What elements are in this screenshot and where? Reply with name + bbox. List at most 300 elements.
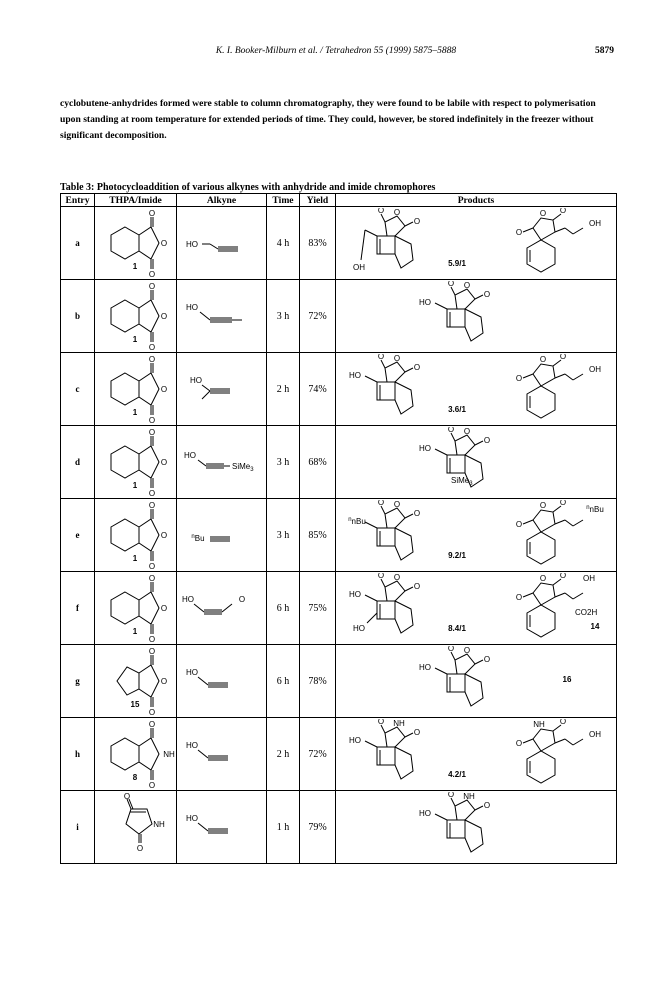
substituent-bond xyxy=(365,376,377,382)
yield-cell: 85% xyxy=(300,499,336,572)
carbonyl-bond xyxy=(405,222,413,226)
oxygen-label: O xyxy=(413,582,421,591)
cyclohexene-ring xyxy=(111,373,139,405)
carbonyl-bond xyxy=(405,587,413,591)
isomer-ratio: 9.2/1 xyxy=(448,551,466,560)
alkyne-structure xyxy=(182,595,245,614)
oxygen-label: O xyxy=(515,228,523,237)
product-structures xyxy=(419,646,572,706)
anhydride-bridge xyxy=(385,362,405,382)
oxygen-label: O xyxy=(377,573,385,580)
carbonyl-bond xyxy=(523,739,533,743)
spiro-ring xyxy=(533,364,555,386)
oxygen-label: O xyxy=(148,635,156,644)
side-chain-bond xyxy=(555,520,565,524)
running-title: K. I. Booker-Milburn et al. / Tetrahedron 55 (1999) 5875–5888 xyxy=(215,46,457,56)
hydroxyl-label: HO xyxy=(189,376,202,385)
anhydride-ring xyxy=(139,300,159,332)
alkyne-cell xyxy=(177,207,267,280)
cyclohexene-ring xyxy=(111,446,139,478)
time-cell: 2 h xyxy=(267,718,300,791)
reagent-drawing xyxy=(95,353,177,425)
oxygen-label: O xyxy=(377,719,385,726)
imide-ring xyxy=(126,809,152,834)
oxygen-label: O xyxy=(447,792,455,799)
products-drawing xyxy=(337,719,615,789)
products-drawing xyxy=(337,646,615,716)
hydroxyl-label: HO xyxy=(183,451,196,460)
products-cell xyxy=(336,353,617,426)
table-row xyxy=(61,791,617,864)
carbonyl-bond xyxy=(405,368,413,372)
carbonyl-bond xyxy=(523,228,533,232)
bond xyxy=(210,244,218,249)
oxygen-label: O xyxy=(515,520,523,529)
nh-label: NH xyxy=(153,820,165,829)
yield-cell: 74% xyxy=(300,353,336,426)
hydroxyl-label: HO xyxy=(185,668,198,677)
spiro-ring xyxy=(533,218,555,240)
oxygen-label: O xyxy=(463,281,471,290)
spiro-ring xyxy=(533,583,555,605)
table-caption: Table 3: Photocycloaddition of various alkynes with anhydride and imide chromophores xyxy=(60,182,436,193)
bond xyxy=(198,677,208,685)
reagent-structure xyxy=(111,282,167,352)
time-cell: 3 h xyxy=(267,280,300,353)
carbonyl-bond xyxy=(475,660,483,664)
alkyne-drawing xyxy=(178,578,266,638)
oxygen-label: O xyxy=(160,312,168,321)
entry-cell: i xyxy=(61,791,95,864)
cyclopentane-ring xyxy=(465,674,483,706)
time-cell: 2 h xyxy=(267,353,300,426)
oxygen-label: O xyxy=(393,354,401,363)
table-row xyxy=(61,280,617,353)
yield-cell: 78% xyxy=(300,645,336,718)
isomer-ratio: 8.4/1 xyxy=(448,624,466,633)
bond xyxy=(198,750,208,758)
substituent-bond xyxy=(365,522,377,528)
oxygen-label: O xyxy=(559,208,567,215)
oxygen-label: O xyxy=(413,509,421,518)
nh-label: NH xyxy=(393,719,405,728)
reagent-drawing xyxy=(95,645,177,717)
carboxyl-label: CO2H xyxy=(575,608,598,617)
anhydride-bridge xyxy=(455,800,475,820)
cyclopentane-ring xyxy=(395,747,413,779)
alkyne-structure xyxy=(186,741,228,760)
alkyne-structure xyxy=(184,451,254,473)
products-cell xyxy=(336,791,617,864)
reagent-structure xyxy=(111,501,167,571)
alkyne-cell xyxy=(177,426,267,499)
nh-label: NH xyxy=(163,750,175,759)
substituent-bond xyxy=(435,814,447,820)
anhydride-bridge xyxy=(385,581,405,601)
time-cell: 4 h xyxy=(267,207,300,280)
carbonyl-bond xyxy=(451,433,455,441)
reagent-structure xyxy=(111,574,167,644)
alkyne-drawing xyxy=(178,432,266,492)
compound-number: 15 xyxy=(130,700,140,709)
oxygen-label: O xyxy=(559,500,567,507)
table-row xyxy=(61,499,617,572)
header-entry: Entry xyxy=(61,194,95,207)
oxygen-label: O xyxy=(377,500,385,507)
reagent-cell xyxy=(95,791,177,864)
table-row xyxy=(61,207,617,280)
cyclohexene-ring xyxy=(527,605,555,637)
alkyne-structure xyxy=(186,814,228,833)
bond xyxy=(202,391,210,399)
yield-cell: 75% xyxy=(300,572,336,645)
butyl-label: $^n$Bu xyxy=(190,534,205,543)
time-cell: 3 h xyxy=(267,499,300,572)
side-chain-bond xyxy=(555,228,565,232)
hydroxyl-label: HO xyxy=(185,741,198,750)
cyclohexene-ring xyxy=(111,738,139,770)
reagent-drawing xyxy=(95,426,177,498)
reagent-cell xyxy=(95,718,177,791)
side-chain-bond xyxy=(555,593,565,597)
oxygen-label: O xyxy=(148,416,156,425)
side-chain-bond xyxy=(573,520,583,526)
side-chain-bond xyxy=(573,228,583,234)
reagent-structure xyxy=(111,355,167,425)
compound-number: 16 xyxy=(562,675,572,684)
carbonyl-bond xyxy=(451,798,455,806)
oxygen-label: O xyxy=(160,531,168,540)
cyclohexene-ring xyxy=(111,519,139,551)
running-header xyxy=(0,46,672,60)
anhydride-ring xyxy=(139,373,159,405)
oxygen-label: O xyxy=(559,354,567,361)
side-chain-bond xyxy=(555,739,565,743)
oxygen-label: O xyxy=(136,844,144,853)
oxygen-label: O xyxy=(515,374,523,383)
oxygen-label: O xyxy=(238,595,245,604)
alkyne-cell xyxy=(177,353,267,426)
table-row xyxy=(61,645,617,718)
substituent-label: HO xyxy=(419,444,431,453)
substituent-bond xyxy=(361,230,365,260)
compound-number: 1 xyxy=(132,554,138,563)
oxygen-label: O xyxy=(539,501,547,510)
compound-number: 1 xyxy=(132,335,138,344)
anhydride-bridge xyxy=(385,508,405,528)
anhydride-bridge xyxy=(455,435,475,455)
substituent-label: OH xyxy=(583,574,595,583)
products-cell xyxy=(336,645,617,718)
substituent-bond xyxy=(365,741,377,747)
cyclohexene-ring xyxy=(111,227,139,259)
oxygen-label: O xyxy=(148,647,156,656)
anhydride-ring xyxy=(139,227,159,259)
bond xyxy=(198,460,206,466)
yield-cell: 83% xyxy=(300,207,336,280)
product-structures xyxy=(419,792,490,852)
oxygen-label: O xyxy=(447,281,455,288)
yield-cell: 79% xyxy=(300,791,336,864)
hydroxyl-label: HO xyxy=(185,303,198,312)
nh-label: NH xyxy=(533,720,545,729)
hydroxyl-label: HO xyxy=(185,814,198,823)
oxygen-label: O xyxy=(148,343,156,352)
products-cell xyxy=(336,426,617,499)
alkyne-cell xyxy=(177,718,267,791)
anhydride-bridge xyxy=(385,727,405,747)
alkyne-cell xyxy=(177,791,267,864)
oxygen-label: O xyxy=(515,593,523,602)
alkyne-drawing xyxy=(178,505,266,565)
product-structures xyxy=(349,719,601,783)
carbonyl-bond xyxy=(405,733,413,737)
side-chain-bond xyxy=(555,374,565,378)
carbonyl-bond xyxy=(451,287,455,295)
carbonyl-bond xyxy=(475,441,483,445)
oxygen-label: O xyxy=(160,239,168,248)
yield-cell: 72% xyxy=(300,718,336,791)
oxygen-label: O xyxy=(160,604,168,613)
bond xyxy=(198,823,208,831)
isomer-ratio: 4.2/1 xyxy=(448,770,466,779)
bond xyxy=(202,385,210,391)
oxygen-label: O xyxy=(148,270,156,279)
reagent-drawing xyxy=(95,280,177,352)
carbonyl-bond xyxy=(381,579,385,587)
alkyne-cell xyxy=(177,280,267,353)
product-structures xyxy=(419,427,490,487)
cyclohexene-ring xyxy=(527,386,555,418)
reagent-structure xyxy=(111,720,175,790)
cyclohexene-ring xyxy=(527,751,555,783)
cyclopentane-ring xyxy=(395,601,413,633)
side-chain-bond xyxy=(565,520,573,526)
cyclopentane-ring xyxy=(395,528,413,560)
oxygen-label: O xyxy=(447,646,455,653)
oxygen-label: O xyxy=(559,719,567,726)
entry-cell: e xyxy=(61,499,95,572)
bond xyxy=(200,312,210,320)
side-chain-bond xyxy=(573,739,583,745)
table-header-row xyxy=(61,194,617,207)
carbonyl-bond xyxy=(381,506,385,514)
bond xyxy=(222,604,232,612)
isomer-ratio: 3.6/1 xyxy=(448,405,466,414)
oxygen-label: O xyxy=(377,354,385,361)
alkyne-structure xyxy=(186,303,242,322)
alkyne-structure xyxy=(190,376,230,399)
substituent-label: HO xyxy=(349,371,361,380)
reagent-structure xyxy=(111,209,167,279)
substituent-label: HO xyxy=(419,809,431,818)
products-drawing xyxy=(337,281,615,351)
oxygen-label: O xyxy=(377,208,385,215)
hydroxyl-label: HO xyxy=(181,595,194,604)
compound-number: 1 xyxy=(132,627,138,636)
oxygen-label: O xyxy=(539,574,547,583)
carbonyl-bond xyxy=(523,593,533,597)
compound-number: 1 xyxy=(132,408,138,417)
oxygen-label: O xyxy=(148,489,156,498)
table-row xyxy=(61,572,617,645)
oxygen-label: O xyxy=(447,427,455,434)
substituent-bond xyxy=(435,303,447,309)
cyclopentane-ring xyxy=(395,382,413,414)
oxygen-label: O xyxy=(463,646,471,655)
oxygen-label: O xyxy=(148,708,156,717)
time-cell: 3 h xyxy=(267,426,300,499)
alkyne-drawing xyxy=(178,797,266,857)
cyclopentane-ring xyxy=(465,820,483,852)
header-reagent: THPA/Imide xyxy=(95,194,177,207)
carbonyl-bond xyxy=(475,806,483,810)
cyclopentane-ring xyxy=(395,236,413,268)
product-structures xyxy=(348,500,604,564)
results-table xyxy=(60,193,617,864)
substituent-label: OH xyxy=(589,365,601,374)
products-drawing xyxy=(337,208,615,278)
cyclohexene-ring xyxy=(527,240,555,272)
oxygen-label: O xyxy=(483,655,491,664)
substituent-bond xyxy=(435,668,447,674)
carbonyl-bond xyxy=(451,652,455,660)
anhydride-ring xyxy=(139,592,159,624)
reagent-drawing xyxy=(95,718,177,790)
substituent-label: OH xyxy=(589,219,601,228)
anhydride-ring xyxy=(139,738,159,770)
oxygen-label: O xyxy=(539,209,547,218)
product-structures xyxy=(353,208,601,272)
anhydride-bridge xyxy=(385,216,405,236)
oxygen-label: O xyxy=(148,574,156,583)
body-paragraph: cyclobutene-anhydrides formed were stable to column chromatography, they were found to be labile with respect to polymerisation upon standing at room temperature for extended periods of time. They could, however, be stored indefinitely in the freezer without significant decomposition. xyxy=(60,98,596,141)
time-cell: 6 h xyxy=(267,645,300,718)
oxygen-label: O xyxy=(148,282,156,291)
products-drawing xyxy=(337,354,615,424)
anhydride-bridge xyxy=(455,289,475,309)
entry-cell: g xyxy=(61,645,95,718)
reagent-drawing xyxy=(95,207,177,279)
reagent-structure xyxy=(111,428,167,498)
entry-cell: d xyxy=(61,426,95,499)
products-drawing xyxy=(337,792,615,862)
anhydride-ring xyxy=(139,519,159,551)
compound-number: 14 xyxy=(590,622,600,631)
table-row xyxy=(61,353,617,426)
alkyne-cell xyxy=(177,499,267,572)
page-number: 5879 xyxy=(595,46,614,56)
carbonyl-bond xyxy=(381,214,385,222)
oxygen-label: O xyxy=(559,573,567,580)
header-products: Products xyxy=(336,194,617,207)
substituent-label: HO xyxy=(419,298,431,307)
compound-number: 8 xyxy=(132,773,138,782)
carbonyl-bond xyxy=(381,360,385,368)
alkyne-drawing xyxy=(178,286,266,346)
anhydride-ring xyxy=(139,665,159,697)
alkyne-drawing xyxy=(178,213,266,273)
oxygen-label: O xyxy=(515,739,523,748)
anhydride-bridge xyxy=(455,654,475,674)
side-chain-bond xyxy=(565,374,573,380)
yield-cell: 72% xyxy=(300,280,336,353)
nh-label: NH xyxy=(463,792,475,801)
reagent-cell xyxy=(95,426,177,499)
substituent-label: OH xyxy=(589,730,601,739)
bond xyxy=(194,604,204,612)
reagent-cell xyxy=(95,645,177,718)
alkyne-cell xyxy=(177,645,267,718)
oxygen-label: O xyxy=(160,385,168,394)
oxygen-label: O xyxy=(483,801,491,810)
spiro-ring xyxy=(533,510,555,532)
reagent-cell xyxy=(95,572,177,645)
entry-cell: a xyxy=(61,207,95,280)
entry-cell: f xyxy=(61,572,95,645)
time-cell: 6 h xyxy=(267,572,300,645)
reagent-cell xyxy=(95,280,177,353)
cyclohexene-ring xyxy=(527,532,555,564)
oxygen-label: O xyxy=(160,458,168,467)
entry-cell: b xyxy=(61,280,95,353)
substituent-label: HO xyxy=(353,624,365,633)
table-row xyxy=(61,718,617,791)
products-cell xyxy=(336,207,617,280)
side-chain-bond xyxy=(573,374,583,380)
products-cell xyxy=(336,718,617,791)
cyclopentene-ring xyxy=(117,667,139,695)
oxygen-label: O xyxy=(483,290,491,299)
tms-label: SiMe$_3$ xyxy=(231,462,254,473)
side-chain-bond xyxy=(565,739,573,745)
product-structures xyxy=(349,354,601,418)
oxygen-label: O xyxy=(463,427,471,436)
alkyne-drawing xyxy=(178,359,266,419)
substituent-bond xyxy=(365,230,377,236)
header-yield: Yield xyxy=(300,194,336,207)
products-cell xyxy=(336,572,617,645)
products-drawing xyxy=(337,573,615,643)
oxygen-label: O xyxy=(393,208,401,217)
oxygen-label: O xyxy=(413,363,421,372)
oxygen-label: O xyxy=(393,500,401,509)
products-cell xyxy=(336,280,617,353)
product-structures xyxy=(349,573,600,637)
oxygen-label: O xyxy=(160,677,168,686)
oxygen-label: O xyxy=(148,720,156,729)
compound-number: 1 xyxy=(132,481,138,490)
time-cell: 1 h xyxy=(267,791,300,864)
oxygen-label: O xyxy=(148,562,156,571)
oxygen-label: O xyxy=(393,573,401,582)
reagent-cell xyxy=(95,499,177,572)
reagent-structure xyxy=(124,792,165,853)
reagent-cell xyxy=(95,207,177,280)
reagent-drawing xyxy=(95,791,177,863)
substituent-label: HO xyxy=(349,736,361,745)
products-drawing xyxy=(337,500,615,570)
anhydride-ring xyxy=(139,446,159,478)
alkyne-structure xyxy=(186,668,228,687)
oxygen-label: O xyxy=(123,792,131,801)
alkyne-drawing xyxy=(178,724,266,784)
table-row xyxy=(61,426,617,499)
alkyne-cell xyxy=(177,572,267,645)
oxygen-label: O xyxy=(148,501,156,510)
entry-cell: h xyxy=(61,718,95,791)
oxygen-label: O xyxy=(148,428,156,437)
